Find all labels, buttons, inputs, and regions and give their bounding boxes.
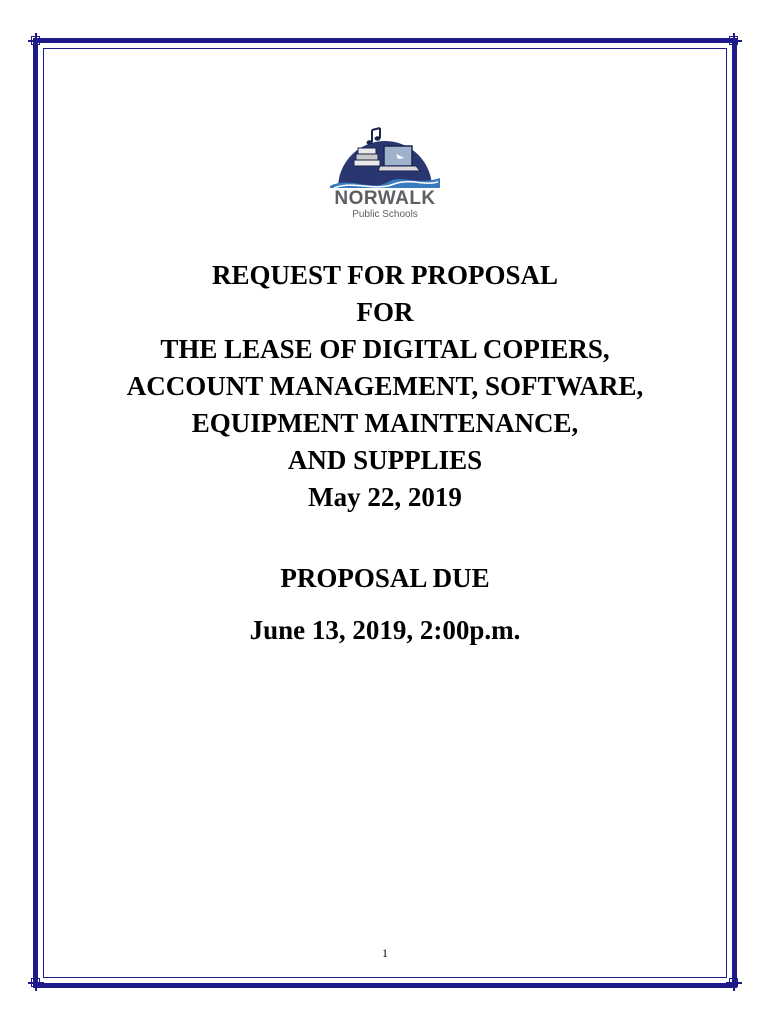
title-line: THE LEASE OF DIGITAL COPIERS,	[160, 334, 610, 364]
document-title	[60, 257, 710, 516]
logo-emblem-icon	[320, 122, 450, 192]
title-line: AND SUPPLIES	[287, 445, 483, 475]
corner-ornament-bottom-left	[28, 975, 44, 991]
issue-date: May 22, 2019	[308, 482, 462, 512]
corner-ornament-bottom-right	[726, 975, 742, 991]
corner-ornament-top-right	[726, 33, 742, 49]
page-number: 1	[382, 946, 388, 960]
proposal-due-date: June 13, 2019, 2:00p.m.	[249, 615, 521, 645]
title-line: REQUEST FOR PROPOSAL	[211, 260, 559, 290]
corner-ornament-top-left	[28, 33, 44, 49]
norwalk-logo	[320, 122, 450, 230]
title-line: EQUIPMENT MAINTENANCE,	[191, 408, 579, 438]
title-line: FOR	[356, 297, 414, 327]
books-icon	[354, 148, 380, 166]
logo-subtitle: Public Schools	[352, 209, 418, 220]
proposal-due-label: PROPOSAL DUE	[280, 563, 490, 593]
logo-name: NORWALK	[334, 188, 436, 209]
title-line: ACCOUNT MANAGEMENT, SOFTWARE,	[126, 371, 644, 401]
